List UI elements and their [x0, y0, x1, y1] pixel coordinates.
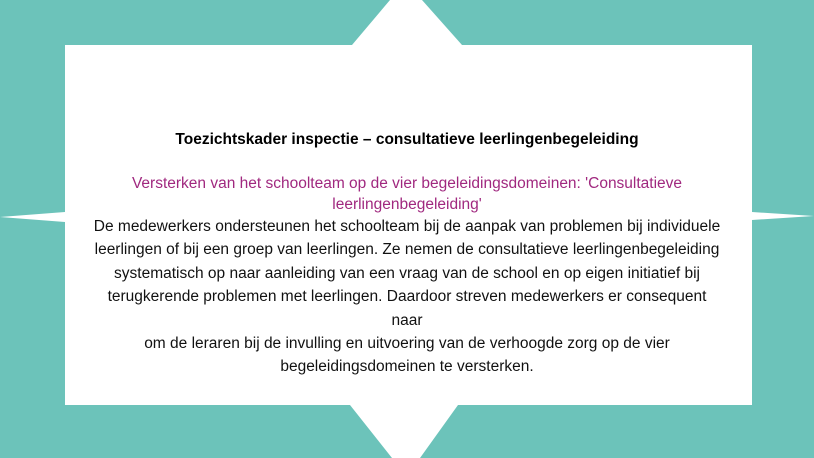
- body-line: De medewerkers ondersteunen het schoolteam bij de aanpak van problemen bij individuele: [93, 218, 721, 235]
- body-line: begeleidingsdomeinen te versterken.: [280, 358, 534, 376]
- body-line: leerlingen of bij een groep van leerlingen. Ze nemen de consultatieve leerlingenbegeleiding: [94, 241, 720, 259]
- subtitle-line: Versterken van het schoolteam op de vier begeleidingsdomeinen: 'Consultatieve: [131, 175, 683, 192]
- body-line: om de leraren bij de invulling en uitvoering van de verhoogde zorg op de vier: [144, 335, 670, 353]
- slide-title: Toezichtskader inspectie – consultatieve leerlingenbegeleiding: [175, 131, 639, 148]
- slide-content: [90, 130, 724, 379]
- subtitle-line: leerlingenbegeleiding': [332, 196, 482, 213]
- body-line: systematisch op naar aanleiding van een vraag van de school en op eigen initiatief bij: [114, 264, 700, 282]
- slide-body-text: [90, 215, 724, 379]
- body-line: terugkerende problemen met leerlingen. Daardoor streven medewerkers er consequent naar: [107, 288, 707, 329]
- slide-subtitle: [90, 173, 724, 215]
